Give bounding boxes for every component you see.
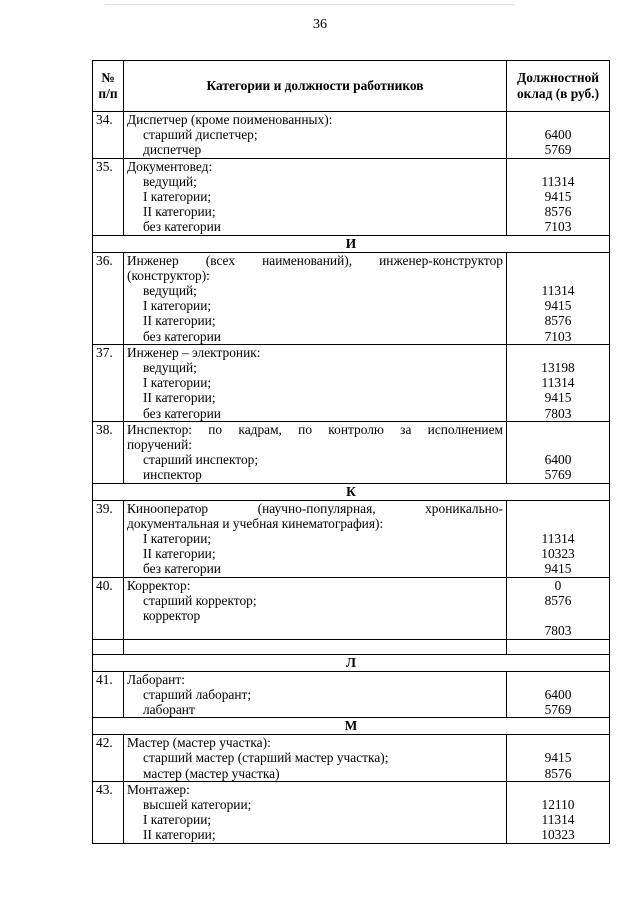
category-line: Документовед:	[127, 158, 213, 174]
category-line: Монтажер:	[127, 781, 190, 797]
spacer-cell	[93, 639, 124, 654]
header-salary: Должностной оклад (в руб.)	[507, 61, 610, 112]
header-category: Категории и должности работников	[124, 61, 507, 112]
row-number: 38.	[93, 421, 124, 483]
category-line: I категории;	[143, 812, 212, 828]
category-line: без категории	[143, 219, 221, 235]
category-cell	[124, 421, 507, 483]
category-line: старший корректор;	[143, 592, 257, 608]
category-line: высшей категории;	[143, 796, 252, 812]
category-line: I категории;	[143, 531, 212, 547]
salary-value	[510, 437, 606, 452]
category-line: без категории	[143, 328, 221, 344]
salary-value	[510, 112, 606, 127]
table-header-row	[93, 61, 610, 112]
salary-value	[510, 422, 606, 437]
category-line: I категории;	[143, 375, 212, 391]
salary-value: 6400	[544, 686, 572, 702]
salary-value: 7103	[544, 219, 572, 235]
salary-value	[510, 672, 606, 687]
row-number: 34.	[93, 112, 124, 159]
salary-value: 11314	[541, 531, 575, 547]
category-line: документальная и учебная кинематография):	[127, 515, 384, 531]
category-line: I категории;	[143, 189, 212, 205]
category-line: лаборант	[143, 701, 195, 717]
salary-cell	[507, 112, 610, 159]
salary-value: 11314	[541, 173, 575, 189]
category-line: Инженер (всех наименований), инженер-конструктор	[127, 252, 503, 268]
row-number: 36.	[93, 252, 124, 344]
table-row	[93, 735, 610, 782]
salary-cell	[507, 735, 610, 782]
page-number: 36	[313, 17, 327, 32]
category-line: Диспетчер (кроме поименованных):	[127, 112, 333, 127]
category-line: корректор	[143, 608, 201, 624]
category-line: ведущий;	[143, 283, 197, 299]
row-number: 41.	[93, 671, 124, 718]
salary-value: 8576	[544, 592, 572, 608]
salary-cell	[507, 421, 610, 483]
salary-value: 6400	[544, 127, 572, 143]
table-row	[93, 158, 610, 235]
row-number: 40.	[93, 577, 124, 639]
salary-value	[510, 345, 606, 360]
category-line: II категории;	[143, 204, 216, 220]
section-row	[93, 654, 610, 671]
category-cell	[124, 344, 507, 421]
table-row	[93, 500, 610, 577]
category-line: диспетчер	[143, 142, 202, 158]
salary-value: 11314	[541, 375, 575, 391]
category-line: II категории;	[143, 390, 216, 406]
category-cell	[124, 577, 507, 639]
header-num: № п/п	[93, 61, 124, 112]
table-row	[93, 252, 610, 344]
category-line: II категории;	[143, 546, 216, 562]
salary-cell	[507, 781, 610, 843]
salary-value: 9415	[544, 561, 572, 577]
salary-cell	[507, 252, 610, 344]
salary-value: 5769	[544, 467, 572, 483]
category-line: старший мастер (старший мастер участка);	[143, 750, 389, 766]
category-cell	[124, 500, 507, 577]
table-row	[93, 577, 610, 639]
salary-cell	[507, 671, 610, 718]
salary-value: 7803	[544, 405, 572, 421]
salary-value	[510, 268, 606, 283]
salary-value: 0	[554, 577, 562, 593]
salary-value	[510, 253, 606, 268]
category-line: Инспектор: по кадрам, по контролю за исполнением	[127, 421, 503, 437]
salary-value: 10323	[541, 546, 575, 562]
table-row	[93, 344, 610, 421]
salary-value: 10323	[541, 827, 575, 843]
salary-value: 11314	[541, 283, 575, 298]
salary-value: 9415	[544, 298, 572, 314]
table-row	[93, 112, 610, 159]
category-line: мастер (мастер участка)	[143, 765, 280, 781]
row-number: 39.	[93, 500, 124, 577]
salary-value: 8576	[544, 204, 572, 220]
salary-value: 11314	[541, 812, 575, 828]
category-line: II категории;	[143, 827, 216, 843]
salary-value: 13198	[541, 360, 575, 376]
category-line: старший лаборант;	[143, 686, 252, 702]
category-cell	[124, 781, 507, 843]
category-line	[127, 623, 503, 638]
category-cell	[124, 112, 507, 159]
table-body	[93, 112, 610, 844]
section-letter: К	[93, 483, 610, 500]
category-cell	[124, 671, 507, 718]
salary-value: 7803	[544, 623, 572, 639]
category-line: без категории	[143, 561, 221, 577]
spacer-cell	[124, 639, 507, 654]
salary-value	[510, 159, 606, 174]
category-cell	[124, 735, 507, 782]
salary-value	[510, 516, 606, 531]
category-line: старший инспектор;	[143, 452, 259, 468]
category-line: поручений:	[127, 437, 192, 453]
salary-value: 6400	[544, 452, 572, 468]
section-row	[93, 483, 610, 500]
category-line: ведущий;	[143, 173, 197, 189]
salary-value	[510, 735, 606, 750]
salary-value: 9415	[544, 189, 572, 204]
salary-value: 9415	[544, 390, 572, 406]
category-line: Лаборант:	[127, 671, 185, 687]
category-cell	[124, 252, 507, 344]
table-row	[93, 781, 610, 843]
category-line: Кинооператор (научно-популярная, хроникально-	[127, 500, 503, 516]
category-line: старший диспетчер;	[143, 127, 258, 143]
salary-value: 7103	[544, 328, 572, 344]
salary-cell	[507, 577, 610, 639]
row-number: 35.	[93, 158, 124, 235]
salary-cell	[507, 500, 610, 577]
category-line: инспектор	[143, 467, 202, 483]
salary-cell	[507, 344, 610, 421]
salary-value: 8576	[544, 313, 572, 329]
salary-value: 12110	[541, 796, 575, 812]
category-cell	[124, 158, 507, 235]
category-line: I категории;	[143, 298, 212, 314]
category-line: II категории;	[143, 313, 216, 329]
category-line: без категории	[143, 405, 221, 421]
category-line: (конструктор):	[127, 267, 210, 283]
category-line: Инженер – электроник:	[127, 344, 261, 360]
salary-value	[510, 501, 606, 516]
salary-value	[510, 608, 606, 623]
section-letter: И	[93, 235, 610, 252]
salary-value: 5769	[544, 142, 572, 158]
table-row	[93, 421, 610, 483]
salary-value: 8576	[544, 765, 572, 781]
row-number: 42.	[93, 735, 124, 782]
section-row	[93, 235, 610, 252]
row-number: 37.	[93, 344, 124, 421]
salary-value: 5769	[544, 701, 572, 717]
category-line: Мастер (мастер участка):	[127, 735, 271, 751]
category-line: Корректор:	[127, 577, 191, 593]
section-letter: Л	[93, 654, 610, 671]
salary-cell	[507, 158, 610, 235]
table-row	[93, 671, 610, 718]
salary-table	[92, 60, 610, 844]
salary-value: 9415	[544, 750, 572, 766]
spacer-row	[93, 639, 610, 654]
salary-value	[510, 782, 606, 797]
section-letter: М	[93, 718, 610, 735]
section-row	[93, 718, 610, 735]
row-number: 43.	[93, 781, 124, 843]
spacer-cell	[507, 639, 610, 654]
top-rule	[105, 4, 515, 5]
category-line: ведущий;	[143, 360, 197, 376]
